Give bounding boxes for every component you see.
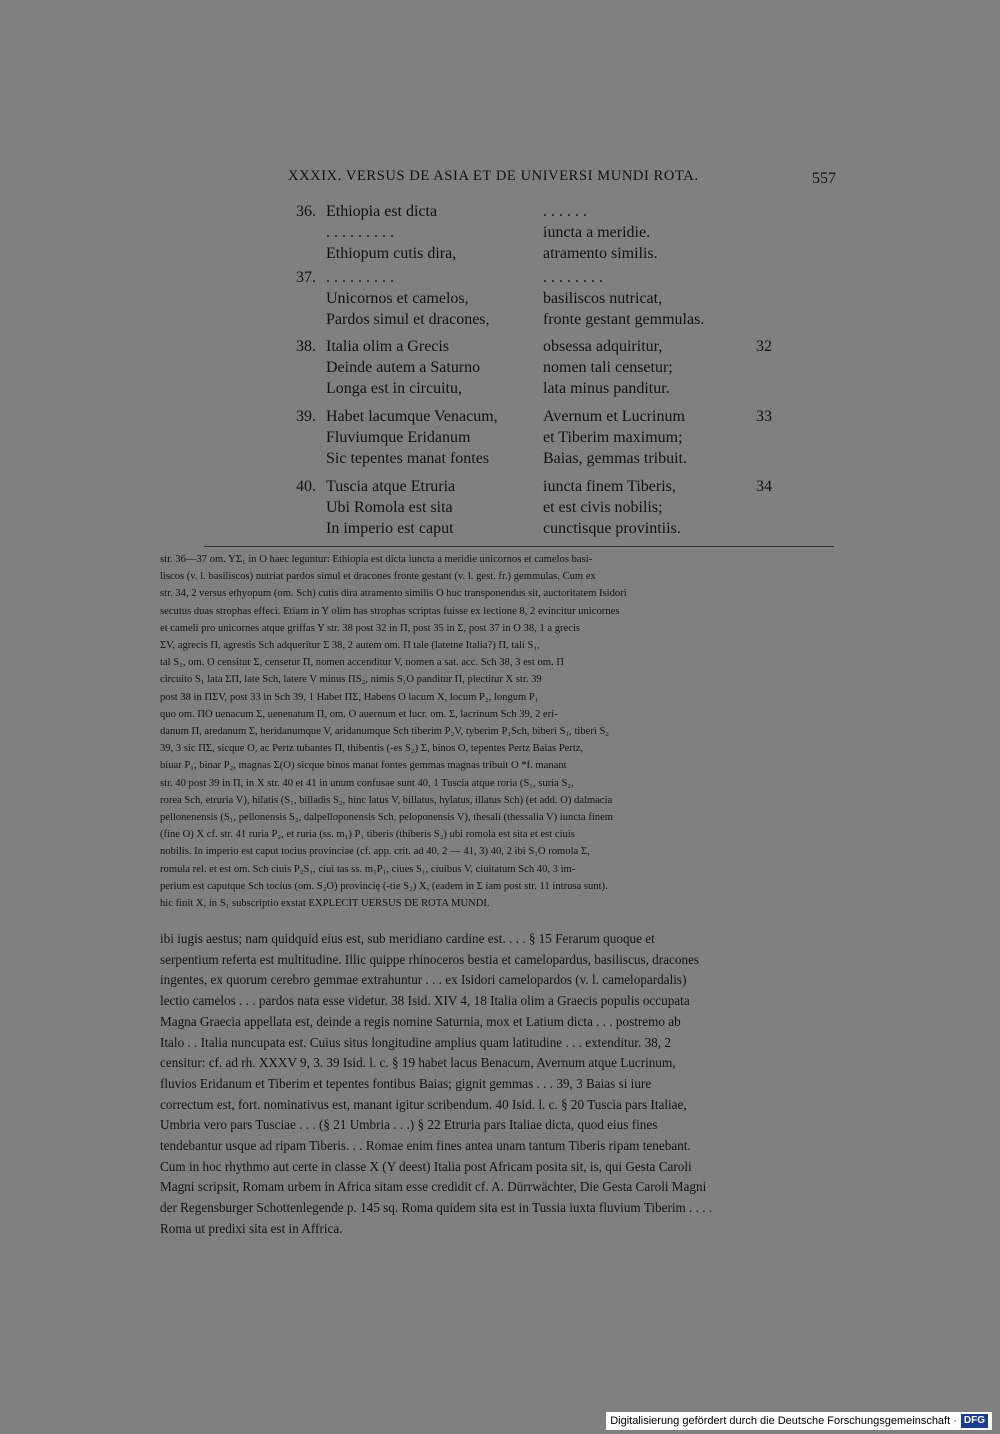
apparatus-line: hic finit X, in S₁ subscriptio exstat EXPLECIT UERSUS DE ROTA MUNDI. [160, 898, 490, 910]
commentary-line: correctum est, fort. nominativus est, manant igitur scribendum. 40 Isid. l. c. § 20 Tuscia pars Italiae, [160, 1096, 687, 1112]
verse-half-a: Ubi Romola est sita [326, 499, 453, 516]
apparatus-line: (fine O) X cf. str. 41 ruria P₂, et ruria (ss. m₁) P₁ tiberis (thiberis S₂) ubi romola est sita et est ciuis [160, 829, 575, 841]
apparatus-line: str. 40 post 39 in Π, in X str. 40 et 41 in unum confusae sunt 40, 1 Tuscia atque roria (S₁, suria S₂, [160, 777, 574, 789]
commentary-line: Cum in hoc rhythmo aut certe in classe X (Y deest) Italia post Africam posita sit, is, qui Gesta Caroli [160, 1158, 692, 1174]
dfg-logo: DFG [961, 1414, 988, 1428]
apparatus-line: romula rel. et est om. Sch ciuis P₂S₁, ciui tas ss. m₁P₁, ciues S₁, ciuibus V, ciuitatum Sch 40, 3 im- [160, 863, 576, 875]
commentary-line: lectio camelos . . . pardos nata esse videtur. 38 Isid. XIV 4, 18 Italia olim a Graecis populis occupata [160, 993, 690, 1009]
apparatus-line: 39, 3 sic ΠΣ, sicque O, ac Pertz tubantes Π, thibentis (-es S₂) Σ, binos O, tepentes Pertz Baias Pertz, [160, 743, 584, 755]
verse-half-b: iuncta a meridie. [543, 224, 651, 241]
commentary-line: tendebantur usque ad ripam Tiberis. . . Romae enim fines antea unam tantum Tiberis ripam tenebant. [160, 1138, 691, 1154]
apparatus-line: quo om. ΠO uenacum Σ, uenenatum Π, om. O auernum et lucr. om. Σ, lacrinum Sch 39, 2 eri- [160, 708, 558, 720]
verse-half-b: nomen tali censetur; [543, 359, 673, 376]
stanza-reference: 32 [756, 338, 772, 355]
commentary-line: censitur: cf. ad rh. XXXV 9, 3. 39 Isid. l. c. § 19 habet lacus Benacum, Avernum atque Lucrinum, [160, 1055, 676, 1071]
apparatus-line: circuito S₁ lata ΣΠ, late Sch, latere V minus ΠS₂, nimis S₁O panditur Π, plectitur X str. 39 [160, 674, 542, 686]
commentary-line: der Regensburger Schottenlegende p. 145 sq. Roma quidem sita est in Tussia iuxta fluvium Tiberim . . . . [160, 1200, 713, 1216]
commentary-line: Magna Graecia appellata est, deinde a regis nomine Saturnia, mox et Latium dicta . . . postremo ab [160, 1013, 681, 1029]
verse-half-a: Deinde autem a Saturno [326, 359, 481, 376]
verse-half-a: Ethiopum cutis dira, [326, 245, 457, 262]
apparatus-line: danum Π, aredanum Σ, heridanumque V, aridanumque Sch tiberim P₂V, tyberim P₁Sch, biberi S₁, tiberi S₂ [160, 726, 610, 738]
verse-half-a: Pardos simul et dracones, [326, 311, 490, 328]
verse-half-b: lata minus panditur. [543, 380, 670, 397]
commentary-line: serpentium referta est multitudine. Illic quippe rhinoceros bestia et camelopardus, basiliscus, dracones [160, 951, 700, 967]
commentary-line: Umbria vero pars Tusciae . . . (§ 21 Umbria . . .) § 22 Etruria pars Italiae dicta, quod eius fines [160, 1117, 658, 1133]
apparatus-line: et cameli pro unicornes atque griffas Y str. 38 post 32 in Π, post 35 in Σ, post 37 in O 38, 1 a grecis [160, 622, 581, 634]
apparatus-line: rorea Sch, etruria V), hilatis (S₁, billadis S₂, hinc latus V, billatus, hylatus, illatus Sch) (et add. O) dalmacia [160, 794, 613, 806]
stanza-reference: 34 [756, 478, 772, 495]
verse-half-a: Longa est in circuitu, [326, 380, 462, 397]
verse-half-b: iuncta finem Tiberis, [543, 478, 676, 495]
apparatus-line: tal S₂, om. O censitur Σ, censetur Π, nomen accenditur V, nomen a sat. acc. Sch 38, 3 est om. Π [160, 657, 564, 669]
running-header: XXXIX. VERSUS DE ASIA ET DE UNIVERSI MUNDI ROTA. [288, 168, 699, 184]
critical-apparatus [160, 551, 836, 912]
verse-half-a: Unicornos et camelos, [326, 290, 469, 307]
verse-half-a: Fluviumque Eridanum [326, 429, 471, 446]
apparatus-line: perium est caputque Sch tocius (om. S₂O) provincię (-tie S₂) X, (eadem in Σ iam post str. 11 intrusa sunt). [160, 880, 608, 892]
stanza-number: 37. [296, 269, 316, 286]
verse-half-a: Tuscia atque Etruria [326, 478, 456, 495]
verse-half-a: Sic tepentes manat fontes [326, 450, 490, 467]
apparatus-line: ΣV, agrecis Π, agrestis Sch adqueritur Σ 38, 2 autem om. Π tale (latetne Italia?) Π, tali S₁, [160, 640, 540, 652]
apparatus-line: liscos (v. l. basiliscos) nutriat pardos simul et dracones fronte gestant (v. l. gest. fr.) gemmulas. Cum ex [160, 571, 596, 583]
verse-half-a: . . . . . . . . . [326, 269, 394, 286]
verse-half-b: obsessa adquiritur, [543, 338, 663, 355]
stanza-number: 39. [296, 408, 316, 425]
apparatus-line: str. 34, 2 versus ethyopum (om. Sch) cutis dira atramento similis O huc transponendus sit, auctoritatem Isidori [160, 588, 627, 600]
stanza-number: 38. [296, 338, 316, 355]
verse-half-b: et est civis nobilis; [543, 499, 663, 516]
verse-half-b: cunctisque provintiis. [543, 520, 681, 537]
verse-half-b: basiliscos nutricat, [543, 290, 663, 307]
stanza-number: 36. [296, 203, 316, 220]
commentary-line: ibi iugis aestus; nam quidquid eius est, sub meridiano cardine est. . . . § 15 Ferarum quoque et [160, 931, 655, 946]
verse-half-b: Baias, gemmas tribuit. [543, 450, 687, 467]
verse-half-b: . . . . . . [543, 203, 587, 220]
verse-half-b: . . . . . . . . [543, 269, 603, 286]
apparatus-line: secutus duas strophas effeci. Etiam in Y olim has strophas scriptas fuisse ex lectione 8, 2 evincitur unicornes [160, 605, 620, 617]
verse-half-b: et Tiberim maximum; [543, 429, 683, 446]
stanza-reference: 33 [756, 408, 772, 425]
verse-half-b: fronte gestant gemmulas. [543, 311, 705, 328]
verse-half-a: Italia olim a Grecis [326, 338, 450, 355]
verse-half-b: Avernum et Lucrinum [543, 408, 685, 425]
apparatus-line: post 38 in ΠΣV, post 33 in Sch 39, 1 Habet ΠΣ, Habens O lacum X, locum P₂, longum P₁ [160, 691, 539, 703]
verse-half-a: In imperio est caput [326, 520, 454, 537]
verse-half-a: Ethiopia est dicta [326, 203, 438, 220]
divider-rule [204, 546, 834, 547]
commentary-line: fluvios Eridanum et Tiberim et tepentes fontibus Baias; gignit gemmas . . . 39, 3 Baias si iure [160, 1075, 652, 1091]
verse-half-a: . . . . . . . . . [326, 224, 394, 241]
verse-half-a: Habet lacumque Venacum, [326, 408, 498, 425]
commentary-line: Roma ut predixi sita est in Affrica. [160, 1220, 343, 1236]
apparatus-line: pellonenensis (S₁, pellonensis S₂, dalpelloponensis Sch, peloponensis V), thesali (thessalia V) iuncta finem [160, 812, 614, 824]
stanza-number: 40. [296, 478, 316, 495]
verse-half-b: atramento similis. [543, 245, 658, 262]
apparatus-line: biuar P₁, binar P₂, magnas Σ(O) sicque binos manat fontes gemmas magnas tribuit O *f. manant [160, 760, 567, 772]
commentary [160, 929, 836, 1240]
apparatus-line: str. 36—37 om. YΣ₁ in O haec leguntur: Ethiopia est dicta iuncta a meridie unicornos et camelos basi- [160, 554, 593, 565]
commentary-line: ingentes, ex quorum cerebro gemmae extrahuntur . . . ex Isidori camelopardos (v. l. camelopardalis) [160, 972, 687, 988]
funding-footer [606, 1412, 992, 1430]
page-number: 557 [812, 170, 836, 187]
commentary-line: Magni scripsit, Romam urbem in Africa sitam esse credidit cf. A. Dürrwächter, Die Gesta Caroli Magni [160, 1179, 707, 1195]
footer-text: Digitalisierung gefördert durch die Deutsche Forschungsgemeinschaft · [610, 1415, 957, 1427]
commentary-line: Italo . . Italia nuncupata est. Cuius situs longitudine amplius quam latitudine . . . extenditur. 38, 2 [160, 1034, 671, 1050]
apparatus-line: nobilis. In imperio est caput tocius provinciae (cf. app. crit. ad 40, 2 — 41, 3) 40, 2 ibi S₁O romola Σ, [160, 846, 590, 858]
